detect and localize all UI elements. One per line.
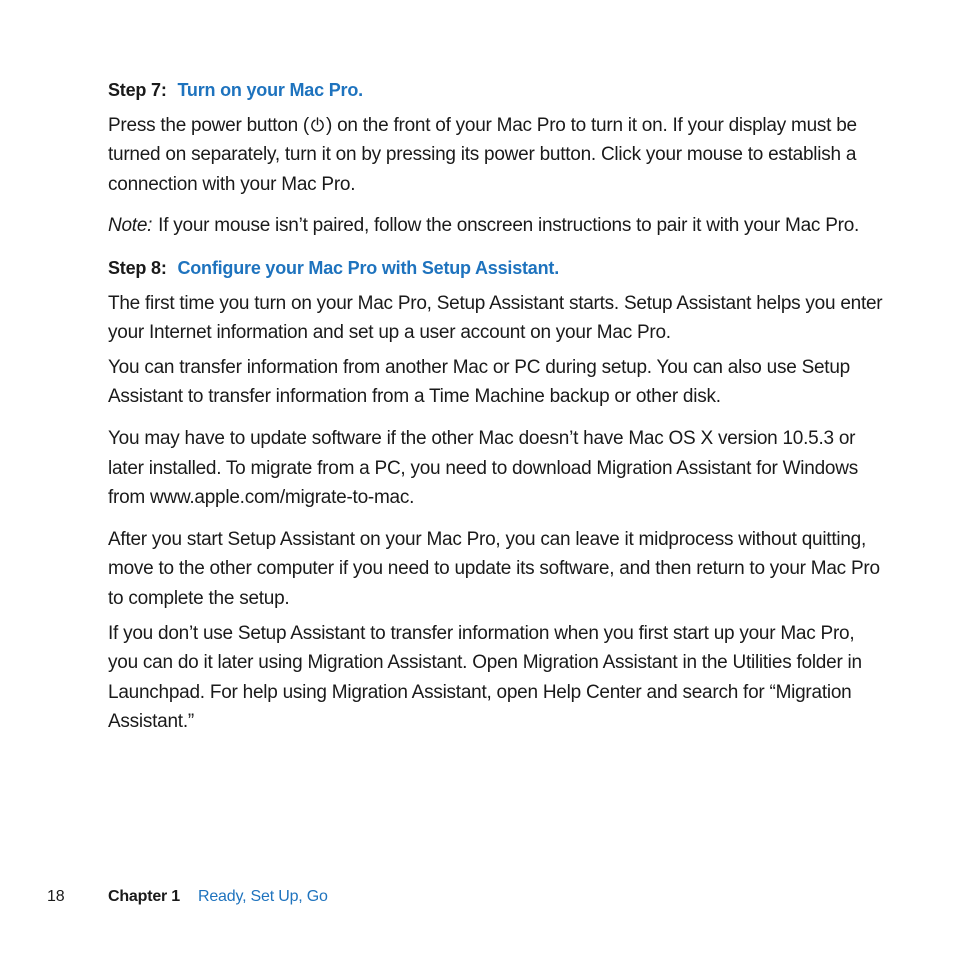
- chapter-label: Chapter 1: [108, 888, 180, 905]
- step-7-body-start: Press the power button (: [108, 114, 309, 136]
- step-8-paragraph-1: The first time you turn on your Mac Pro, Setup Assistant starts. Setup Assistant helps you enter your Internet information and set up a user account on your Mac Pro.: [108, 292, 883, 344]
- note-label: Note:: [108, 215, 153, 237]
- step-8-paragraph-2: You can transfer information from another Mac or PC during setup. You can also use Setup Assistant to transfer information from a Time Machine backup or other disk.: [108, 356, 850, 408]
- page-number: 18: [47, 888, 65, 905]
- step-7-label: Step 7:: [108, 80, 167, 100]
- step-7-title: Turn on your Mac Pro.: [177, 80, 363, 100]
- step-7-body-end: ) on the front of your Mac Pro to turn it on. If your display must be turned on separately, turn it on by pressing its power button. Click your mouse to establish a connection with your Mac Pro.: [108, 114, 857, 195]
- note-text: If your mouse isn’t paired, follow the onscreen instructions to pair it with your Mac Pro.: [158, 215, 860, 237]
- step-7-heading: [108, 76, 888, 106]
- step-8-heading: [108, 254, 888, 284]
- page-content: [108, 76, 888, 737]
- note-paragraph: [108, 211, 888, 241]
- step-7-body: [108, 111, 888, 200]
- step-8-paragraph-4: After you start Setup Assistant on your Mac Pro, you can leave it midprocess without quitting, move to the other computer if you need to update its software, and then return to your Mac Pro to complete the setup.: [108, 528, 880, 609]
- power-icon: [310, 117, 325, 132]
- step-8-paragraph-3: You may have to update software if the other Mac doesn’t have Mac OS X version 10.5.3 or later installed. To migrate from a PC, you need to download Migration Assistant for Windows from www.apple.com/migrate-to-mac.: [108, 427, 858, 509]
- step-8-paragraph-5: If you don’t use Setup Assistant to transfer information when you first start up your Mac Pro, you can do it later using Migration Assistant. Open Migration Assistant in the Utilities folder in Launchpad. For help using Migration Assistant, open Help Center and search for “Migration Assistant.”: [108, 622, 862, 733]
- step-8-label: Step 8:: [108, 257, 167, 278]
- step-8-title: Configure your Mac Pro with Setup Assistant.: [177, 257, 560, 278]
- chapter-title: Ready, Set Up, Go: [198, 888, 328, 905]
